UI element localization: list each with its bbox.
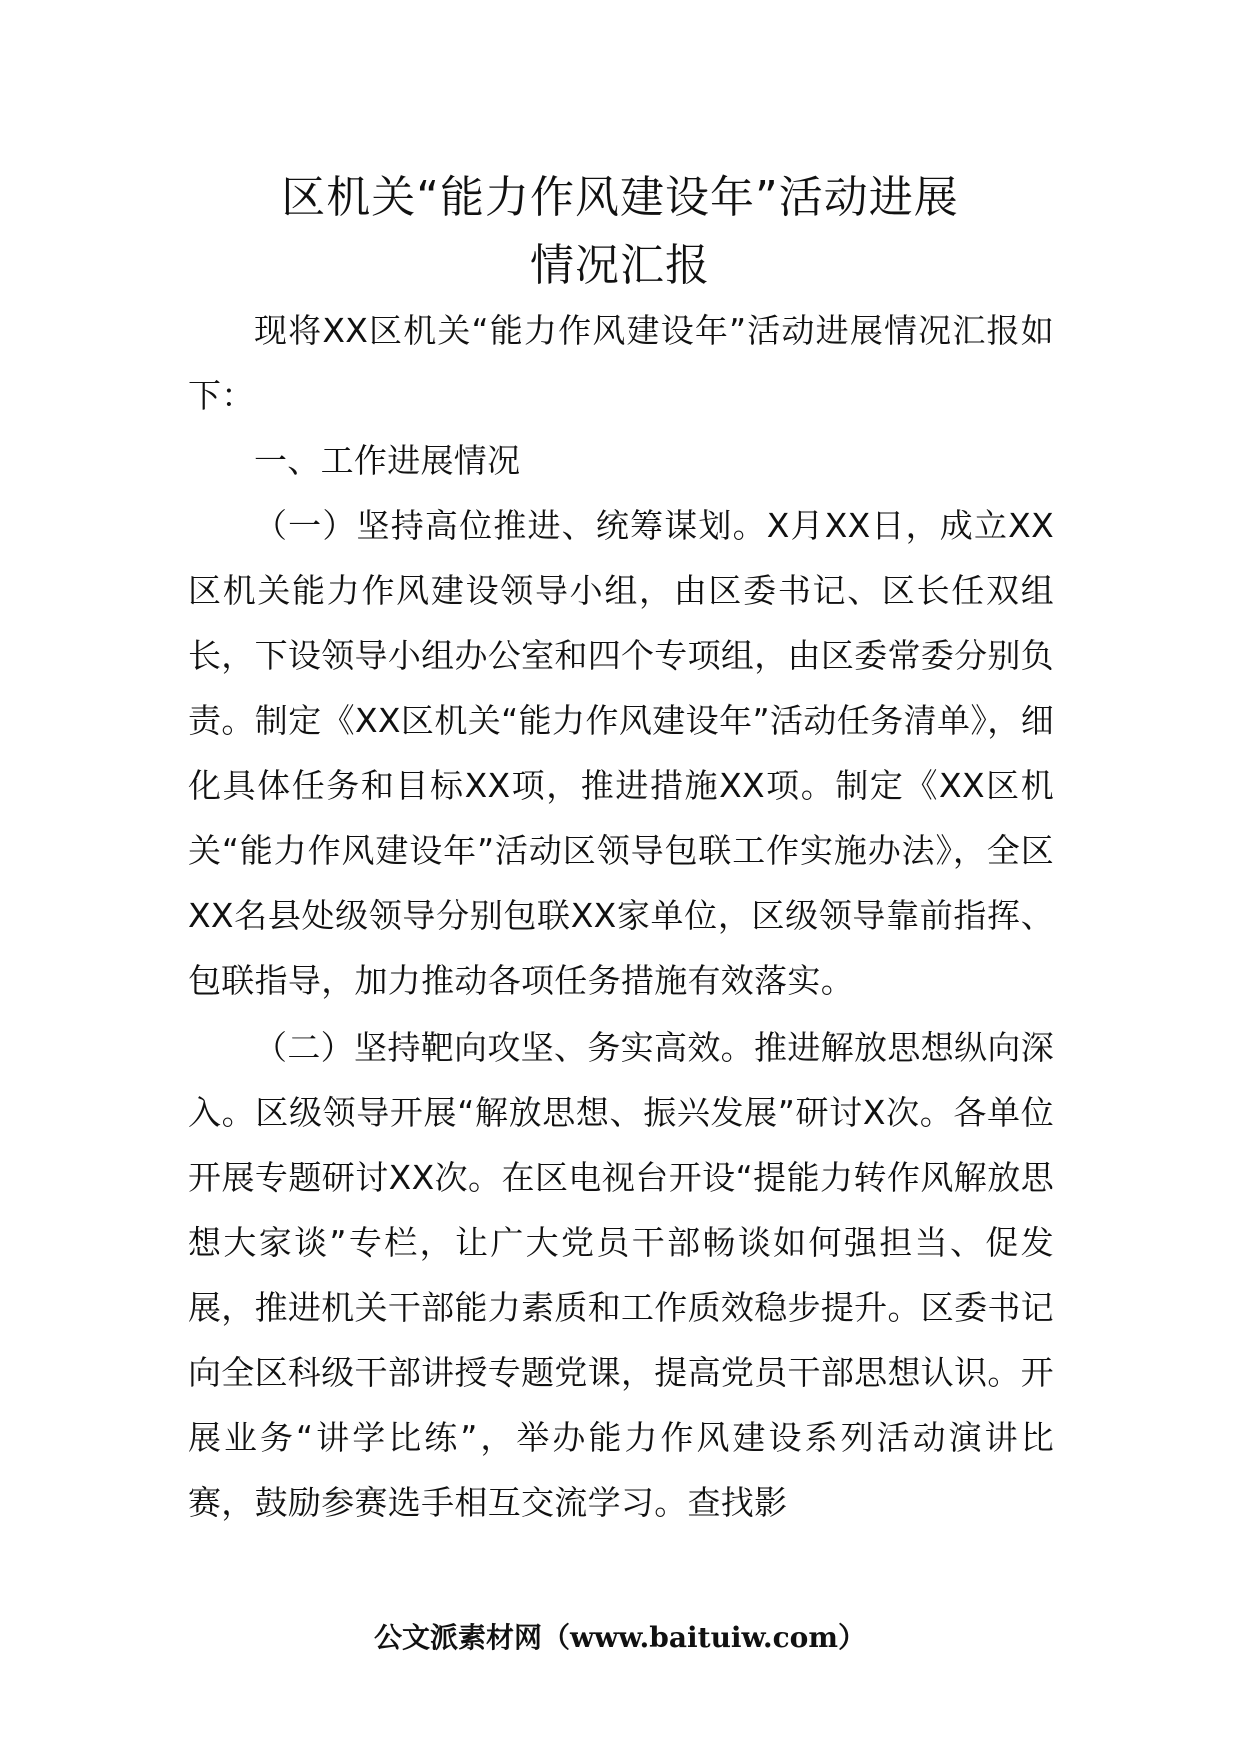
- document-title-line-2: 情况汇报: [530, 240, 710, 291]
- paragraph-item-2: （二）坚持靶向攻坚、务实高效。推进解放思想纵向深入。区级领导开展“解放思想、振兴发展”研讨X次。各单位开展专题研讨XX次。在区电视台开设“提能力转作风解放思想大家谈”专栏，让广大党员干部畅谈如何强担当、促发展，推进机关干部能力素质和工作质效稳步提升。区委书记向全区科级干部讲授专题党课，提高党员干部思想认识。开展业务“讲学比练”，举办能力作风建设系列活动演讲比赛，鼓励参赛选手相互交流学习。查找影: [188, 1028, 1054, 1522]
- section-heading-1: 一、工作进展情况: [254, 441, 521, 480]
- paragraph-item-1: （一）坚持高位推进、统筹谋划。X月XX日，成立XX区机关能力作风建设领导小组，由区委书记、区长任双组长，下设领导小组办公室和四个专项组，由区委常委分别负责。制定《XX区机关“能力作风建设年”活动任务清单》，细化具体任务和目标XX项，推进措施XX项。制定《XX区机关“能力作风建设年”活动区领导包联工作实施办法》，全区XX名县处级领导分别包联XX家单位，区级领导靠前指挥、包联指导，加力推动各项任务措施有效落实。: [188, 506, 1054, 1000]
- document-title-line-1: 区机关“能力作风建设年”活动进展: [281, 172, 959, 223]
- intro-paragraph: 现将XX区机关“能力作风建设年”活动进展情况汇报如下：: [188, 311, 1054, 415]
- footer-watermark: 公文派素材网（www.baituiw.com）: [374, 1621, 866, 1654]
- document-body: [188, 298, 1054, 1535]
